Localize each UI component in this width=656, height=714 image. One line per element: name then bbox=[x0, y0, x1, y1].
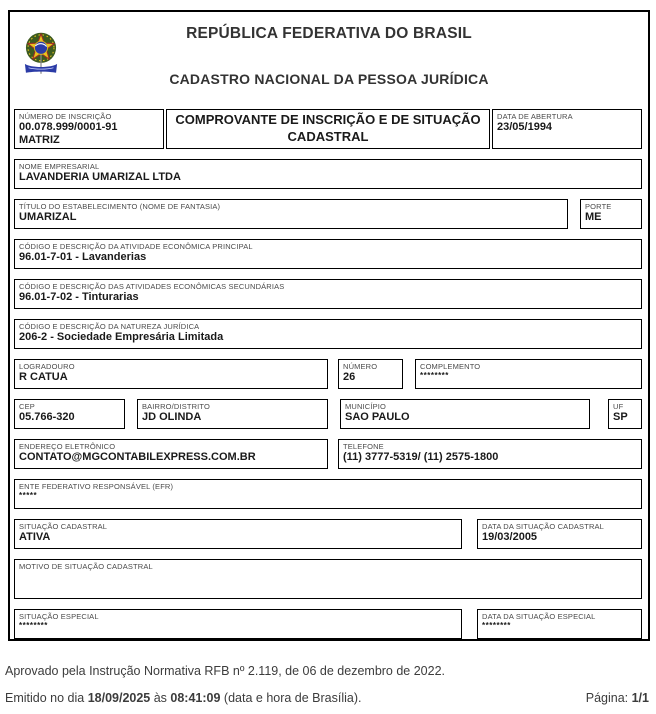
porte-label: PORTE bbox=[585, 202, 612, 211]
field-natureza-juridica bbox=[14, 319, 642, 349]
motivo-situacao-label: MOTIVO DE SITUAÇÃO CADASTRAL bbox=[19, 562, 153, 571]
brazil-coat-of-arms-icon bbox=[20, 26, 62, 80]
numero-inscricao-tipo: MATRIZ bbox=[19, 134, 60, 147]
field-atividades-secundarias bbox=[14, 279, 642, 309]
telefone-value: (11) 3777-5319/ (11) 2575-1800 bbox=[343, 451, 499, 463]
row-motivo-situacao bbox=[14, 559, 642, 599]
field-logradouro bbox=[14, 359, 328, 389]
field-numero bbox=[338, 359, 403, 389]
field-comprovante-title bbox=[166, 109, 490, 149]
field-data-situacao-especial bbox=[477, 609, 642, 639]
cep-value: 05.766-320 bbox=[19, 411, 75, 423]
titulo-estabelecimento-value: UMARIZAL bbox=[19, 211, 77, 223]
natureza-juridica-label: CÓDIGO E DESCRIÇÃO DA NATUREZA JURÍDICA bbox=[19, 322, 200, 331]
data-situacao-cadastral-label: DATA DA SITUAÇÃO CADASTRAL bbox=[482, 522, 604, 531]
field-atividade-principal bbox=[14, 239, 642, 269]
numero-label: NÚMERO bbox=[343, 362, 378, 371]
data-situacao-especial-label: DATA DA SITUAÇÃO ESPECIAL bbox=[482, 612, 596, 621]
emission-suffix: (data e hora de Brasília). bbox=[220, 691, 362, 705]
field-nome-empresarial bbox=[14, 159, 642, 189]
nome-empresarial-value: LAVANDERIA UMARIZAL LTDA bbox=[19, 171, 181, 183]
page-label: Página: bbox=[585, 691, 632, 705]
email-label: ENDEREÇO ELETRÔNICO bbox=[19, 442, 116, 451]
situacao-especial-label: SITUAÇÃO ESPECIAL bbox=[19, 612, 99, 621]
document-header bbox=[10, 12, 648, 109]
row-situacao-especial bbox=[14, 609, 642, 639]
cep-label: CEP bbox=[19, 402, 35, 411]
field-complemento bbox=[415, 359, 642, 389]
row-contato bbox=[14, 439, 642, 469]
field-efr bbox=[14, 479, 642, 509]
document-subtitle: CADASTRO NACIONAL DA PESSOA JURÍDICA bbox=[169, 71, 489, 87]
approval-note: Aprovado pela Instrução Normativa RFB nº 2.119, de 06 de dezembro de 2022. bbox=[5, 664, 446, 678]
row-situacao-cadastral bbox=[14, 519, 642, 549]
situacao-cadastral-label: SITUAÇÃO CADASTRAL bbox=[19, 522, 108, 531]
field-data-situacao-cadastral bbox=[477, 519, 642, 549]
uf-label: UF bbox=[613, 402, 624, 411]
data-situacao-especial-value: ******** bbox=[482, 621, 511, 630]
field-cep bbox=[14, 399, 125, 429]
row-cep-municipio bbox=[14, 399, 642, 429]
field-numero-inscricao bbox=[14, 109, 164, 149]
field-porte bbox=[580, 199, 642, 229]
field-situacao-cadastral bbox=[14, 519, 462, 549]
atividade-principal-value: 96.01-7-01 - Lavanderias bbox=[19, 251, 147, 263]
nome-empresarial-label: NOME EMPRESARIAL bbox=[19, 162, 100, 171]
logradouro-value: R CATUA bbox=[19, 371, 68, 383]
field-motivo-situacao bbox=[14, 559, 642, 599]
logradouro-label: LOGRADOURO bbox=[19, 362, 75, 371]
atividades-secundarias-label: CÓDIGO E DESCRIÇÃO DAS ATIVIDADES ECONÔMICAS SECUNDÁRIAS bbox=[19, 282, 285, 291]
bairro-value: JD OLINDA bbox=[142, 411, 202, 423]
field-titulo-estabelecimento bbox=[14, 199, 568, 229]
document-title: REPÚBLICA FEDERATIVA DO BRASIL bbox=[186, 25, 472, 42]
email-value: CONTATO@MGCONTABILEXPRESS.COM.BR bbox=[19, 451, 256, 463]
row-atividades-secundarias bbox=[14, 279, 642, 309]
row-titulo-porte bbox=[14, 199, 642, 229]
bairro-label: BAIRRO/DISTRITO bbox=[142, 402, 210, 411]
natureza-juridica-value: 206-2 - Sociedade Empresária Limitada bbox=[19, 331, 224, 343]
field-telefone bbox=[338, 439, 642, 469]
situacao-especial-value: ******** bbox=[19, 621, 48, 630]
document-frame bbox=[8, 10, 650, 641]
telefone-label: TELEFONE bbox=[343, 442, 384, 451]
efr-value: ***** bbox=[19, 491, 38, 500]
data-abertura-label: DATA DE ABERTURA bbox=[497, 112, 573, 121]
titulo-estabelecimento-label: TÍTULO DO ESTABELECIMENTO (NOME DE FANTASIA) bbox=[19, 202, 221, 211]
emission-time: 08:41:09 bbox=[170, 691, 221, 705]
field-situacao-especial bbox=[14, 609, 462, 639]
municipio-label: MUNICÍPIO bbox=[345, 402, 386, 411]
numero-value: 26 bbox=[343, 371, 356, 383]
field-bairro bbox=[137, 399, 328, 429]
emission-prefix: Emitido no dia bbox=[5, 691, 88, 705]
row-endereco bbox=[14, 359, 642, 389]
row-nome-empresarial bbox=[14, 159, 642, 189]
efr-label: ENTE FEDERATIVO RESPONSÁVEL (EFR) bbox=[19, 482, 174, 491]
data-situacao-cadastral-value: 19/03/2005 bbox=[482, 531, 538, 543]
page-value: 1/1 bbox=[631, 691, 649, 705]
data-abertura-value: 23/05/1994 bbox=[497, 121, 553, 133]
emission-conjunction: às bbox=[150, 691, 171, 705]
document-body bbox=[10, 109, 648, 639]
situacao-cadastral-value: ATIVA bbox=[19, 531, 51, 543]
field-email bbox=[14, 439, 328, 469]
atividades-secundarias-value: 96.01-7-02 - Tinturarias bbox=[19, 291, 139, 303]
field-uf bbox=[608, 399, 642, 429]
complemento-label: COMPLEMENTO bbox=[420, 362, 481, 371]
uf-value: SP bbox=[613, 411, 628, 423]
field-data-abertura bbox=[492, 109, 642, 149]
municipio-value: SAO PAULO bbox=[345, 411, 410, 423]
emission-date: 18/09/2025 bbox=[87, 691, 151, 705]
atividade-principal-label: CÓDIGO E DESCRIÇÃO DA ATIVIDADE ECONÔMICA PRINCIPAL bbox=[19, 242, 253, 251]
row-efr bbox=[14, 479, 642, 509]
numero-inscricao-value: 00.078.999/0001-91 bbox=[19, 121, 118, 133]
comprovante-title: COMPROVANTE DE INSCRIÇÃO E DE SITUAÇÃO CADASTRAL bbox=[175, 112, 481, 144]
field-municipio bbox=[340, 399, 590, 429]
complemento-value: ******** bbox=[420, 371, 449, 380]
row-inscricao bbox=[14, 109, 642, 149]
numero-inscricao-label: NÚMERO DE INSCRIÇÃO bbox=[19, 112, 112, 121]
porte-value: ME bbox=[585, 211, 602, 223]
page-indicator bbox=[586, 691, 649, 705]
row-atividade-principal bbox=[14, 239, 642, 269]
emission-note bbox=[5, 691, 362, 705]
row-natureza-juridica bbox=[14, 319, 642, 349]
